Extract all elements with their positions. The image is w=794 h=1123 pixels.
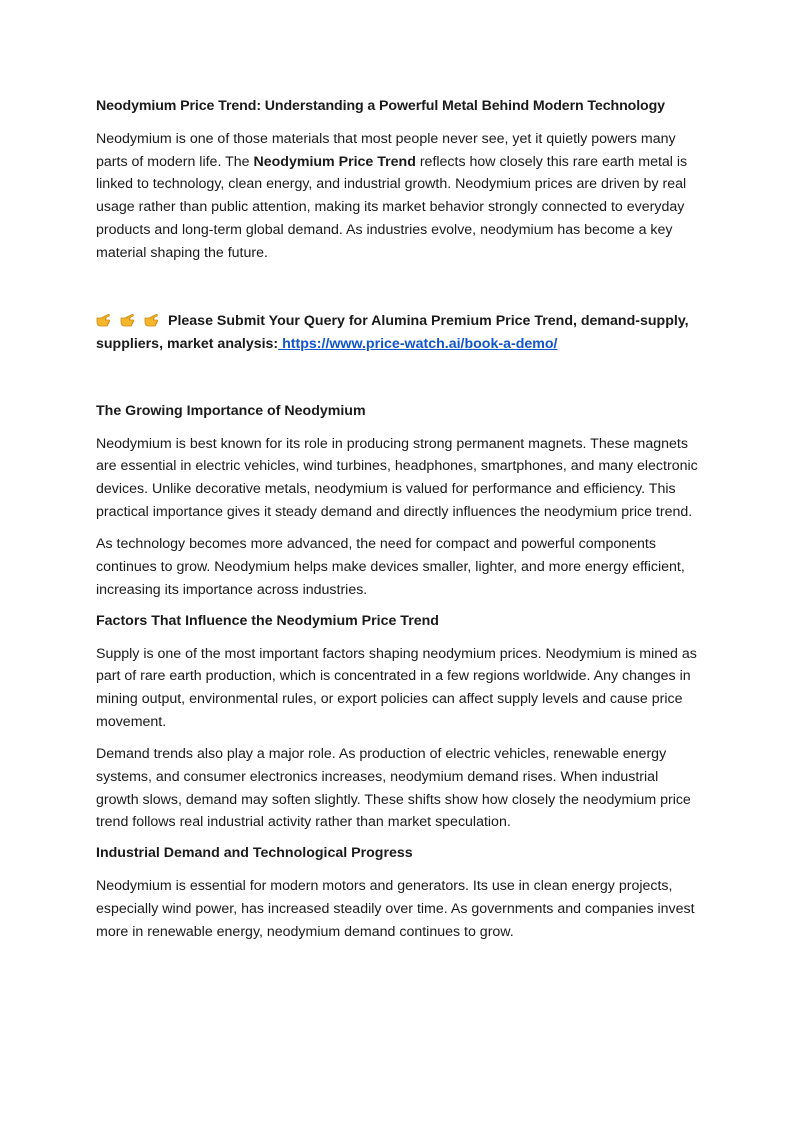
intro-text-1: Neodymium is one of those materials that most people never see, yet it quietly powers many parts of modern life. The <box>96 131 676 170</box>
industrial-paragraph-1: Neodymium is essential for modern motors and generators. Its use in clean energy projects, especially wind power, has increased steadily over time. As governments and companies invest more in renewable energy, neodymium demand continues to grow. <box>96 878 695 940</box>
intro-bold-term: Neodymium Price Trend <box>253 153 416 170</box>
section-heading-industrial: Industrial Demand and Technological Progress <box>96 845 413 862</box>
cta-text: Please Submit Your Query for Alumina Premium Price Trend, demand-supply, suppliers, market analysis: <box>96 313 689 352</box>
pointing-hand-icon <box>120 312 137 327</box>
pointing-hand-icon <box>144 312 161 327</box>
factors-paragraph-2: Demand trends also play a major role. As production of electric vehicles, renewable energy systems, and consumer electronics increases, neodymium demand rises. When industrial growth slows, demand may soften slightly. These shifts show how closely the neodymium price trend follows real industrial activity rather than market speculation. <box>96 746 691 831</box>
importance-paragraph-1: Neodymium is best known for its role in producing strong permanent magnets. These magnets are essential in electric vehicles, wind turbines, headphones, smartphones, and many electronic devices. Unlike decorative metals, neodymium is valued for performance and efficiency. This practical importance gives it steady demand and directly influences the neodymium price trend. <box>96 435 698 520</box>
intro-text-2: reflects how closely this rare earth metal is linked to technology, clean energy, and industrial growth. Neodymium prices are driven by real usage rather than public attention, making its market behavior strongly connected to everyday products and long-term global demand. As industries evolve, neodymium has become a key material shaping the future. <box>96 153 688 261</box>
importance-paragraph-2: As technology becomes more advanced, the need for compact and powerful components continues to grow. Neodymium helps make devices smaller, lighter, and more energy efficient, increasing its importance across industries. <box>96 536 685 598</box>
document-title: Neodymium Price Trend: Understanding a Powerful Metal Behind Modern Technology <box>96 98 665 114</box>
cta-paragraph <box>96 310 698 355</box>
pointing-hand-icon <box>96 312 113 327</box>
section-heading-importance: The Growing Importance of Neodymium <box>96 402 366 419</box>
demo-link[interactable]: https://www.price-watch.ai/book-a-demo/ <box>278 335 558 352</box>
factors-paragraph-1: Supply is one of the most important factors shaping neodymium prices. Neodymium is mined as part of rare earth production, which is concentrated in a few regions worldwide. Any changes in mining output, environmental rules, or export policies can affect supply levels and cause price movement. <box>96 645 697 730</box>
section-heading-factors: Factors That Influence the Neodymium Price Trend <box>96 612 439 629</box>
intro-paragraph <box>96 128 698 264</box>
